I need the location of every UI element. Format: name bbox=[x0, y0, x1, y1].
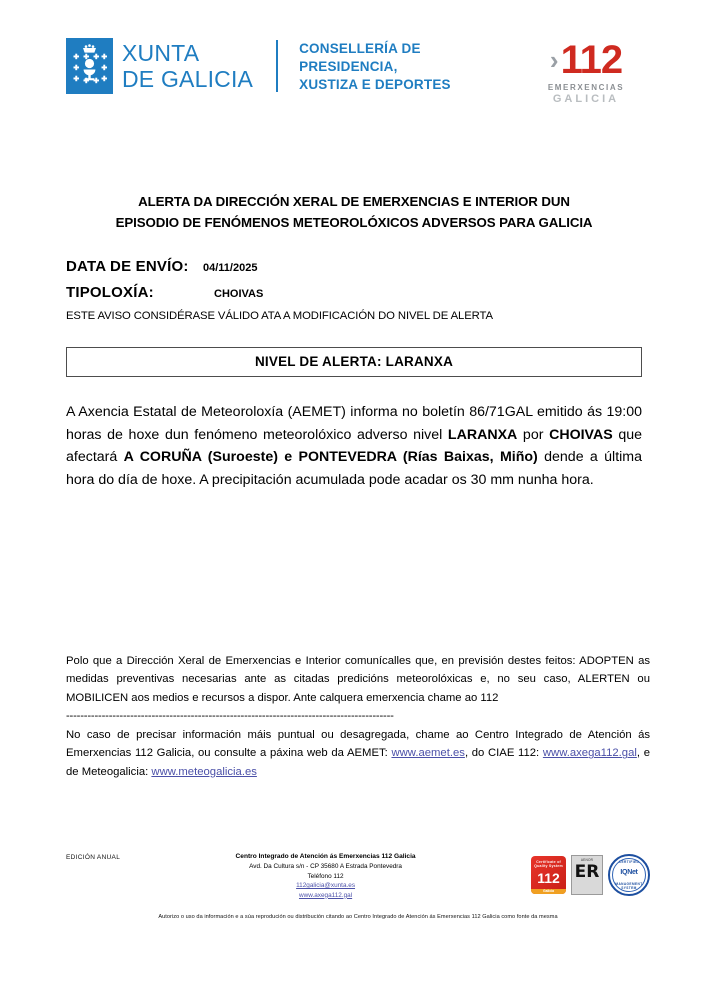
footer-disclaimer: Autorizo o uso da información e a súa reprodución ou distribución citando ao Centro Integrado de Atención ás Emerxencias 112 Galicia como fonte da mesma bbox=[158, 914, 558, 921]
badge-iq-text: IQNet bbox=[620, 869, 638, 876]
body-segment-5: A CORUÑA (Suroeste) e PONTEVEDRA (Rías Baixas, Miño) bbox=[123, 449, 538, 466]
footer-contact-block bbox=[120, 852, 531, 900]
send-date-label: DATA DE ENVÍO: bbox=[66, 258, 189, 276]
notice-section bbox=[66, 652, 650, 781]
badge-112-footer: Galicia bbox=[531, 889, 566, 894]
body-segment-4: que afectará bbox=[66, 426, 642, 466]
badge-112-caption-line2: Quality System bbox=[534, 864, 563, 869]
galicia-coat-of-arms-icon bbox=[66, 38, 113, 94]
conselleria-line3: XUSTIZA E DEPORTES bbox=[299, 76, 451, 92]
xunta-wordmark bbox=[122, 39, 254, 92]
footer-address: Avd. Da Cultura s/n - CP 35680 A Estrada Pontevedra bbox=[249, 862, 402, 870]
document-header bbox=[66, 0, 642, 138]
xunta-brand-line1: XUNTA bbox=[122, 39, 200, 66]
badge-er-top: AENOR bbox=[580, 858, 594, 862]
send-date-row bbox=[66, 258, 642, 275]
footer-email-link[interactable]: 112galicia@xunta.es bbox=[296, 882, 356, 890]
page-title-line1: ALERTA DA DIRECCIÓN XERAL DE EMERXENCIAS E INTERIOR DUN bbox=[138, 194, 570, 209]
document-footer bbox=[66, 852, 650, 920]
contact-text-1: No caso de precisar información máis puntual ou desagregada, chame ao Centro Integrado de Atención ás Emerxencias 112 Galicia, ou consulte a páxina web da AEMET: bbox=[66, 729, 650, 760]
aenor-er-badge-icon bbox=[571, 855, 603, 895]
validity-note: ESTE AVISO CONSIDÉRASE VÁLIDO ATA A MODIFICACIÓN DO NIVEL DE ALERTA bbox=[66, 310, 493, 323]
iqnet-badge-icon bbox=[608, 854, 650, 896]
aemet-link[interactable]: www.aemet.es bbox=[391, 747, 465, 760]
body-segment-1: LARANXA bbox=[447, 426, 518, 443]
badge-iq-bottom: MANAGEMENT SYSTEM bbox=[615, 882, 643, 890]
body-segment-0: A Axencia Estatal de Meteoroloxía (AEMET) informa no boletín 86/71GAL emitido ás 19:00 horas de hoxe dun fenómeno meteorolóxico adverso nivel bbox=[66, 404, 642, 443]
body-segment-6: dende a última hora do día de hoxe. A precipitación acumulada pode acadar os 30 mm nunha hora. bbox=[66, 449, 643, 488]
metadata-section bbox=[66, 258, 642, 322]
body-segment-2: por bbox=[517, 426, 550, 443]
chevron-right-icon: › bbox=[549, 45, 559, 75]
meteogalicia-link[interactable]: www.meteogalicia.es bbox=[151, 765, 257, 778]
xunta-brand-line2: DE GALICIA bbox=[122, 65, 254, 92]
alert-body-text bbox=[66, 401, 642, 491]
contact-text-3: , e de Meteogalicia: bbox=[66, 747, 650, 778]
certification-badges bbox=[531, 854, 650, 896]
xunta-brand bbox=[66, 38, 451, 94]
typology-row bbox=[66, 284, 642, 301]
badge-112-caption-line1: Certificate of bbox=[536, 860, 561, 864]
edition-label: EDICIÓN ANUAL bbox=[66, 854, 121, 861]
notice-paragraph: Polo que a Dirección Xeral de Emerxencias e Interior comunícalles que, en previsión destes feitos: ADOPTEN as medidas preventivas necesarias ante as citadas predicións meteorolóxicas e, no seu caso, ALERTEN ou MOBILICEN aos medios e recursos a dispor. Ante calquera emerxencia chame ao 112 bbox=[66, 655, 650, 704]
emergency-sub2: GALICIA bbox=[552, 93, 620, 105]
badge-iq-top: CERTIFIED bbox=[618, 860, 640, 864]
emergency-112-logo bbox=[530, 40, 642, 105]
contact-paragraph bbox=[66, 726, 650, 781]
emergency-number: 112 bbox=[560, 38, 623, 82]
send-date-value: 04/11/2025 bbox=[203, 262, 258, 275]
conselleria-line1: CONSELLERÍA DE bbox=[299, 41, 421, 57]
page-title-line2: EPISODIO DE FENÓMENOS METEOROLÓXICOS ADVERSOS PARA GALICIA bbox=[115, 214, 593, 230]
axega112-link[interactable]: www.axega112.gal bbox=[542, 747, 637, 760]
page-title bbox=[66, 192, 642, 233]
brand-divider bbox=[276, 40, 278, 92]
badge-er-text: ER bbox=[574, 861, 600, 882]
footer-web-link[interactable]: www.axega112.gal bbox=[298, 891, 353, 899]
conselleria-block bbox=[299, 38, 451, 93]
emergency-sub1: EMERXENCIAS bbox=[547, 83, 625, 92]
typology-value: CHOIVAS bbox=[214, 288, 264, 301]
divider-dashes: -------------------------------------------------------------------------------------------- bbox=[66, 709, 394, 722]
contact-text-2: , do CIAE 112: bbox=[464, 747, 543, 760]
badge-112-number: 112 bbox=[537, 869, 560, 886]
footer-center-title: Centro Integrado de Atención ás Emerxencias 112 Galicia bbox=[235, 853, 416, 860]
conselleria-line2: PRESIDENCIA, bbox=[299, 59, 398, 75]
alert-level-box: NIVEL DE ALERTA: LARANXA bbox=[66, 347, 642, 377]
typology-label: TIPOLOXÍA: bbox=[66, 284, 154, 302]
quality-112-badge-icon bbox=[531, 856, 566, 894]
footer-phone: Teléfono 112 bbox=[307, 872, 344, 880]
body-segment-3: CHOIVAS bbox=[549, 426, 613, 443]
